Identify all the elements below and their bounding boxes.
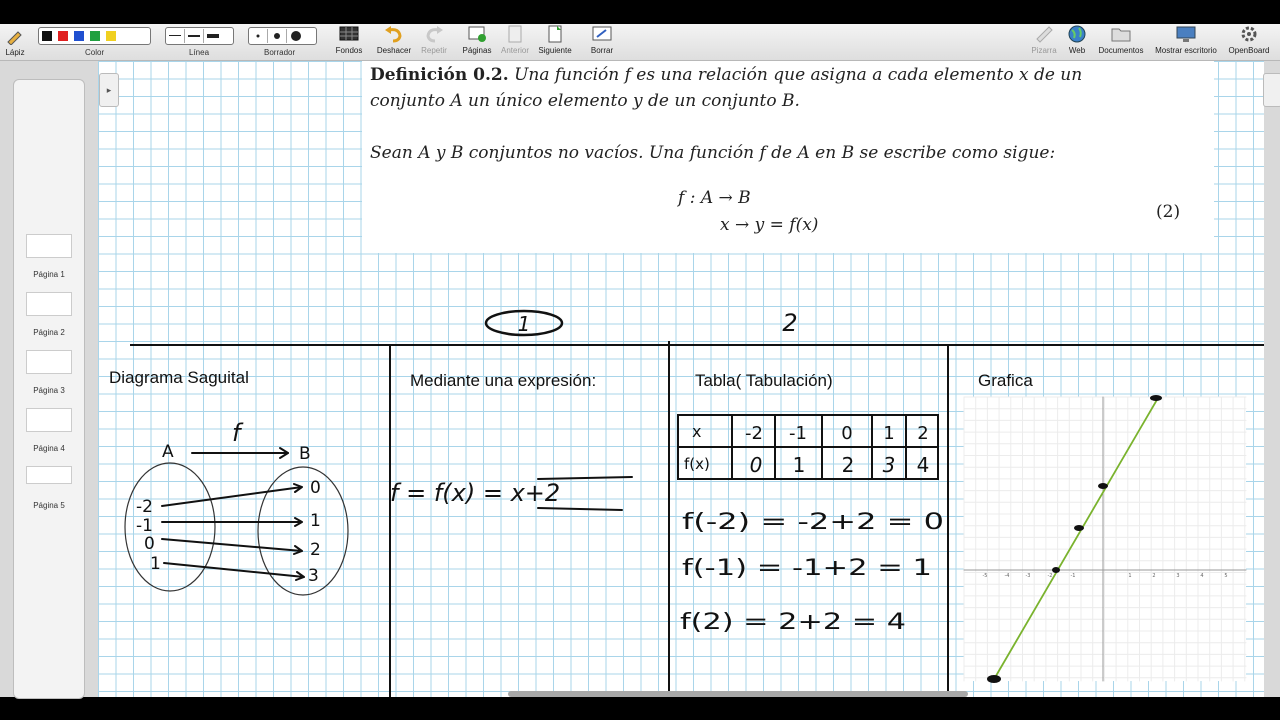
x-tick-label: -5: [982, 573, 988, 579]
backgrounds-tool[interactable]: [334, 25, 364, 55]
globe-icon: [1067, 25, 1087, 43]
domain-element: 0: [144, 534, 155, 554]
table-cell: 4: [916, 453, 930, 477]
table-header-x: x: [692, 422, 702, 441]
arrow-1-to-3: [164, 563, 304, 580]
page-thumbnail-label: Página 5: [33, 501, 65, 510]
graph-point: [1052, 567, 1060, 573]
pencil-icon: [5, 27, 25, 45]
web-label: Web: [1068, 46, 1086, 55]
table-cell: -2: [745, 423, 763, 444]
table-cell: 1: [792, 453, 806, 477]
horizontal-scrollbar[interactable]: [508, 691, 968, 697]
clear-tool[interactable]: [586, 25, 618, 55]
eraser-small-button[interactable]: [249, 29, 268, 43]
range-element: 1: [310, 511, 321, 531]
next-page-tool[interactable]: [537, 25, 573, 55]
page-thumbnail-1[interactable]: [26, 234, 72, 258]
table-cell: 0: [749, 453, 763, 477]
graph-point: [1098, 483, 1108, 489]
range-element: 2: [310, 540, 321, 560]
domain-element: -1: [136, 516, 153, 536]
page-thumbnail-label: Página 4: [33, 444, 65, 453]
x-tick-label: 4: [1200, 573, 1204, 579]
undo-icon: [384, 25, 404, 43]
function-f-label: f: [232, 419, 241, 447]
calc-line-1: f(-2) = -2+2 = 0: [682, 510, 944, 535]
expression-overline: [538, 477, 632, 479]
sets-text: Sean A y B conjuntos no vacíos. Una función f de A en B se escribe como sigue:: [370, 143, 1056, 163]
eraser-label: Borrador: [264, 48, 296, 57]
web-mode-tool[interactable]: [1064, 25, 1090, 55]
board-mode-tool[interactable]: [1028, 25, 1060, 55]
desktop-label: Mostrar escritorio: [1155, 46, 1217, 55]
graph-point: [987, 675, 1001, 683]
set-b-label: B: [299, 444, 311, 464]
pages-label: Páginas: [462, 46, 492, 55]
function-graph: [964, 395, 1246, 683]
definition-text-2: conjunto A un único elemento y de un conjunto B.: [370, 91, 800, 111]
x-tick-label: -4: [1004, 573, 1010, 579]
table-cell: 1: [883, 423, 895, 444]
show-desktop-tool[interactable]: [1152, 25, 1220, 55]
collapse-left-panel-button[interactable]: [99, 73, 119, 107]
line-thin-button[interactable]: [166, 29, 185, 43]
collapse-arrow-icon: ▸: [106, 85, 112, 95]
x-tick-label: -3: [1025, 573, 1031, 579]
tabulation-table: [678, 415, 938, 479]
expression-formula: f = f(x) = x+2: [390, 479, 561, 507]
line-label: Línea: [189, 48, 210, 57]
eraser-medium-button[interactable]: [268, 29, 287, 43]
color-palette: [38, 27, 151, 45]
arrow-neg1-to-1: [162, 518, 302, 526]
documents-tool[interactable]: [1097, 25, 1145, 55]
definition-text-1: Una función f es una relación que asigna a cada elemento x de un: [514, 65, 1083, 85]
next-page-icon: [545, 25, 565, 43]
documents-label: Documentos: [1098, 46, 1144, 55]
whiteboard-icon: [1034, 25, 1054, 43]
equation-number: (2): [1156, 202, 1181, 222]
table-cell: 3: [882, 453, 896, 477]
expression-title: Mediante una expresión:: [410, 371, 597, 390]
openboard-label: OpenBoard: [1228, 46, 1270, 55]
eraser-large-button[interactable]: [287, 29, 305, 43]
right-panel-toggle[interactable]: [1263, 73, 1280, 107]
page-thumbnail-3[interactable]: [26, 350, 72, 374]
table-header-fx: f(x): [684, 455, 710, 473]
calc-line-3: f(2) = 2+2 = 4: [680, 610, 906, 635]
set-a-label: A: [162, 442, 174, 462]
table-title: Tabla( Tabulación): [695, 371, 833, 390]
arrow-neg2-to-0: [162, 484, 302, 506]
x-tick-label: 1: [1128, 573, 1132, 579]
page-thumbnail-label: Página 2: [33, 328, 65, 337]
grid-background-icon: [339, 25, 359, 43]
color-swatch-blue[interactable]: [74, 31, 84, 41]
redo-label: Repetir: [421, 46, 447, 55]
circled-one: 1: [517, 312, 531, 336]
calc-line-2: f(-1) = -1+2 = 1: [682, 556, 932, 581]
pages-tool[interactable]: [461, 25, 493, 55]
color-swatch-green[interactable]: [90, 31, 100, 41]
line-medium-button[interactable]: [185, 29, 204, 43]
x-tick-label: 3: [1176, 573, 1180, 579]
x-tick-label: -2: [1047, 573, 1053, 579]
range-element: 0: [310, 478, 321, 498]
page-thumbnail-label: Página 1: [33, 270, 65, 279]
color-swatch-red[interactable]: [58, 31, 68, 41]
math-line-1: f : A → B: [678, 188, 751, 208]
graph-title: Grafica: [978, 371, 1033, 390]
page-thumbnails-panel: [13, 79, 85, 699]
table-cell: 2: [917, 423, 929, 444]
undo-tool[interactable]: [376, 25, 412, 55]
handwriting-layer: [98, 61, 1264, 697]
page-thumbnail-4[interactable]: [26, 408, 72, 432]
x-tick-label: 2: [1152, 573, 1156, 579]
app-area: [0, 61, 1280, 697]
folder-icon: [1111, 25, 1131, 43]
toolbar: [0, 24, 1280, 61]
clear-label: Borrar: [590, 46, 614, 55]
table-cell: 0: [841, 423, 853, 444]
color-label: Color: [85, 48, 105, 57]
page-thumbnail-label: Página 3: [33, 386, 65, 395]
monitor-icon: [1176, 25, 1196, 43]
mapping-arrows: [162, 484, 304, 580]
mark-two: 2: [782, 309, 798, 337]
next-label: Siguiente: [538, 46, 572, 55]
color-swatch-yellow[interactable]: [106, 31, 116, 41]
definition-title: Definición 0.2.: [370, 65, 509, 85]
page-thumbnail-5[interactable]: [26, 466, 72, 484]
color-swatch-black[interactable]: [42, 31, 52, 41]
x-tick-label: 5: [1224, 573, 1228, 579]
pencil-tool[interactable]: [4, 27, 26, 57]
previous-label: Anterior: [500, 46, 529, 55]
graph-point: [1150, 395, 1162, 401]
previous-page-icon: [505, 25, 525, 43]
table-cell: -1: [789, 423, 807, 444]
whiteboard-canvas[interactable]: [98, 61, 1264, 697]
graph-point: [1074, 525, 1084, 531]
redo-tool[interactable]: [418, 25, 450, 55]
previous-page-tool[interactable]: [499, 25, 531, 55]
pencil-label: Lápiz: [5, 48, 25, 57]
line-width-group: [165, 27, 234, 45]
page-thumbnail-2[interactable]: [26, 292, 72, 316]
redo-icon: [424, 25, 444, 43]
add-page-icon: [467, 25, 487, 43]
table-cell: 2: [841, 453, 855, 477]
eraser-size-group: [248, 27, 317, 45]
gear-icon: [1239, 25, 1259, 43]
undo-label: Deshacer: [376, 46, 412, 55]
expression-underline: [538, 508, 622, 510]
backgrounds-label: Fondos: [335, 46, 363, 55]
arrow-0-to-2: [162, 539, 302, 554]
math-line-2: x → y = f(x): [720, 215, 819, 235]
sagittal-title: Diagrama Saguital: [109, 368, 249, 387]
range-element: 3: [308, 566, 319, 586]
line-thick-button[interactable]: [204, 29, 222, 43]
x-tick-label: -1: [1070, 573, 1076, 579]
openboard-menu[interactable]: [1226, 25, 1272, 55]
domain-element: -2: [136, 497, 153, 517]
board-label: Pizarra: [1031, 46, 1057, 55]
domain-element: 1: [150, 554, 161, 574]
graph-background: [964, 397, 1246, 681]
clear-board-icon: [592, 25, 612, 43]
